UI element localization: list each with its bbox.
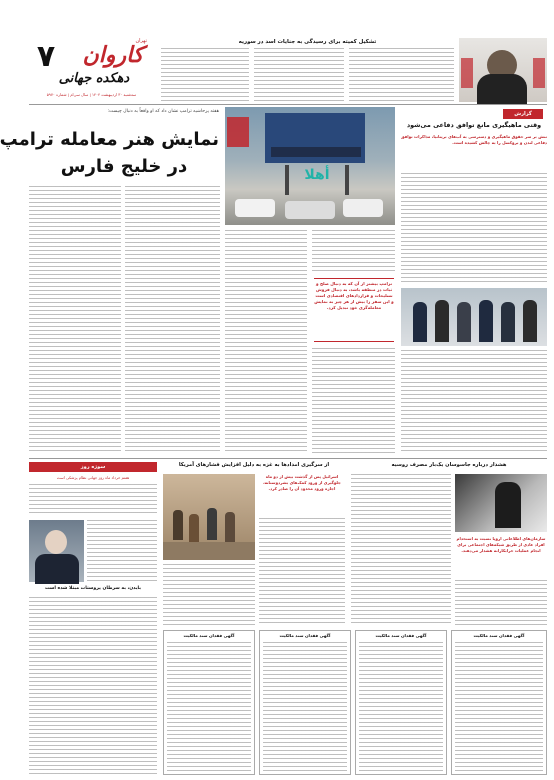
bottom-left-subhead: هفتم خرداد ماه روز جهانی نظام پزشکی است xyxy=(56,475,130,480)
notice-title: آگهی فقدان سند مالکیت xyxy=(375,633,427,638)
bottom-mid-text-1 xyxy=(259,518,345,626)
report-headline: وقتی ماهیگیری مانع توافق دفاعی می‌شود xyxy=(406,121,542,129)
lead-headline-1: نمایش هنر معامله ترامپ xyxy=(0,129,219,150)
divider xyxy=(29,104,547,105)
notice xyxy=(355,630,447,775)
bottom-mid-photo xyxy=(163,474,255,560)
bottom-left-headline: بایدن، به سرطان پروستات مبتلا شده است xyxy=(44,586,142,591)
lead-text-col-5 xyxy=(312,348,395,454)
notice xyxy=(451,630,547,775)
top-text-col-3 xyxy=(349,48,454,102)
notice xyxy=(163,630,255,775)
masthead xyxy=(29,38,154,102)
lead-pullquote: ترامپ بیشتر از آن که به دنبال صلح و ثبات در منطقه باشد، به دنبال فروش تسلیحات و قراردادهای اقتصادی است و این سفر را بیش از هر چیز به نمایش معامله‌گری خود تبدیل کرد. xyxy=(314,278,394,342)
divider xyxy=(29,458,547,459)
bottom-right-pullquote: سازمان‌های اطلاعاتی اروپا نسبت به استخدام افراد عادی از طریق شبکه‌های اجتماعی برای انجام عملیات خرابکارانه هشدار می‌دهند. xyxy=(456,536,546,553)
lead-text-col-3 xyxy=(225,230,307,454)
bottom-mid-headline: از سرگیری امدادها به غزه به دلیل افزایش فشارهای آمریکا xyxy=(178,462,330,468)
bottom-left-text-side xyxy=(87,520,157,582)
bottom-left-text xyxy=(29,597,157,775)
notice xyxy=(259,630,351,775)
top-story-photo xyxy=(459,38,547,102)
brand-logo: کاروان xyxy=(82,42,144,68)
bottom-mid-pullquote: اسرائیل پس از گذشت بیش از دو ماه جلوگیری از ورود کمک‌های بشردوستانه، اجازه ورود محدود آن را صادر کرد. xyxy=(263,474,341,491)
report-intro: تنش بر سر حقوق ماهیگیری و دسترسی به آب‌های بریتانیا، مذاکرات توافق دفاعی لندن و بروکسل را به چالش کشیده است. xyxy=(401,134,547,145)
section-title: دهکده جهانی xyxy=(58,71,130,86)
lead-text-col-1 xyxy=(29,186,121,454)
top-story-headline: تشکیل کمیته برای رسیدگی به جنایات اسد در سوریه xyxy=(238,39,377,45)
report-label: گزارش xyxy=(503,109,543,119)
billboard-text: أهلا xyxy=(304,167,330,183)
lead-headline-2: در خلیج فارس xyxy=(60,156,188,177)
top-text-col-1 xyxy=(161,48,249,102)
bottom-right-text-2 xyxy=(455,580,547,626)
report-photo xyxy=(401,288,547,346)
report-text-bottom xyxy=(401,350,547,454)
bottom-mid-text-2 xyxy=(163,564,255,626)
notice-title: آگهی فقدان سند مالکیت xyxy=(279,633,331,638)
brand-subtitle: تهران xyxy=(135,38,147,44)
bottom-left-text-top xyxy=(29,484,157,516)
report-text-top xyxy=(401,173,547,285)
bottom-right-headline: هشدار درباره جاسوسان یک‌بار مصرف روسیه xyxy=(391,462,507,468)
notice-title: آگهی فقدان سند مالکیت xyxy=(473,633,525,638)
lead-photo xyxy=(225,107,395,225)
bottom-left-photo xyxy=(29,520,84,582)
bottom-right-photo xyxy=(455,474,547,532)
top-text-col-2 xyxy=(254,48,344,102)
dateline: سه‌شنبه ۳۰ اردیبهشت ۱۴۰۴ | سال سی‌ام | شماره ۵۹۷۰ xyxy=(46,92,137,97)
bottom-right-text-1 xyxy=(351,474,451,626)
lead-text-col-4 xyxy=(312,230,395,272)
notice-title: آگهی فقدان سند مالکیت xyxy=(183,633,235,638)
lead-kicker: هفته پرحاشیه ترامپ نشان داد که او واقعاً به دنبال چیست: xyxy=(107,109,219,114)
lead-text-col-2 xyxy=(125,186,220,454)
page-number: ۷ xyxy=(36,39,56,74)
bottom-left-label: سوژه روز xyxy=(29,462,157,472)
